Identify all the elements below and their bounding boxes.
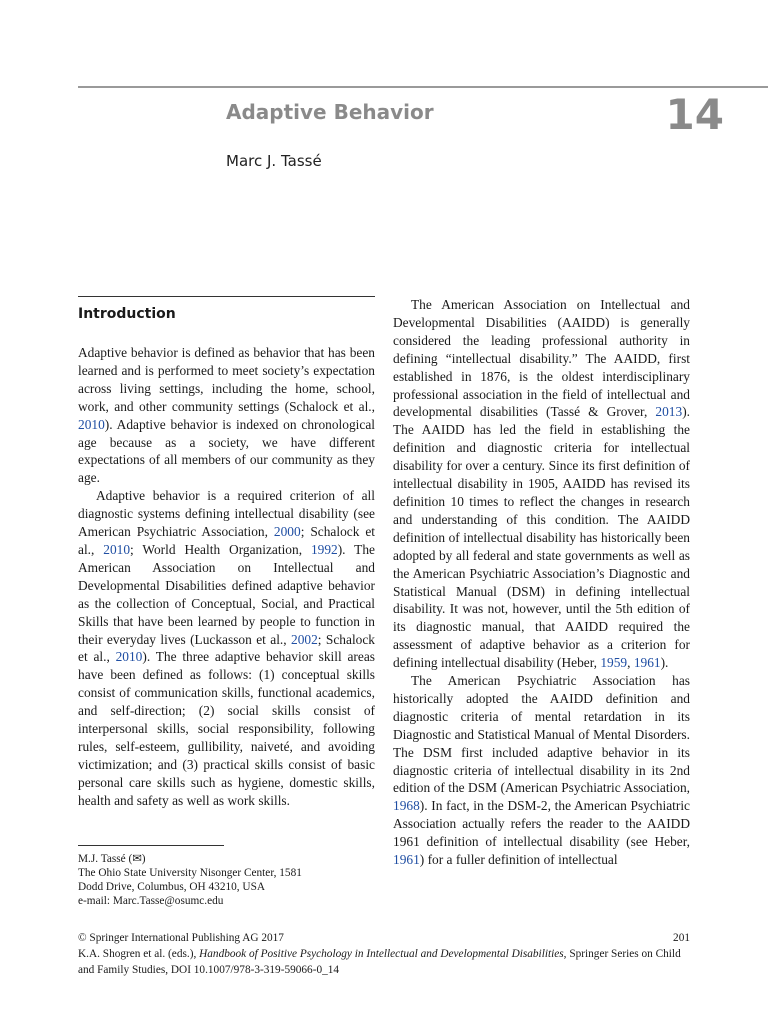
text: ). Adaptive behavior is indexed on chronological age because as a society, we have different expectations of all members of our community as they age. bbox=[78, 416, 375, 486]
text: , Springer Series on Child and Family Studies, DOI 10.1007/978-3-319-59066-0_14 bbox=[78, 948, 681, 976]
paragraph bbox=[393, 672, 690, 869]
citation-link[interactable]: 2002 bbox=[291, 631, 318, 647]
citation-link[interactable]: 2010 bbox=[103, 541, 131, 557]
text: The American Psychiatric Association has historically adopted the AAIDD definition and diagnostic criteria of mental retardation in its Diagnostic and Statistical Manual of Mental Disorders. The DSM first included adaptive behavior in its diagnostic criteria of intellectual disability in its 2nd edition of the DSM (American Psychiatric Association, bbox=[393, 673, 690, 796]
citation-link[interactable]: 2000 bbox=[273, 524, 301, 540]
text: Adaptive behavior is defined as behavior that has been learned and is performed to meet society’s expectation across living settings, including the home, school, work, and other community settings (Schalock et al., bbox=[78, 345, 375, 414]
text: ; World Health Organization, bbox=[130, 541, 311, 557]
citation-link[interactable]: 1992 bbox=[310, 541, 338, 557]
text: ). bbox=[660, 655, 669, 671]
page-footer bbox=[78, 930, 690, 978]
citation-link[interactable]: 2013 bbox=[655, 404, 683, 420]
paragraph bbox=[78, 487, 375, 809]
top-rule bbox=[78, 86, 768, 88]
author-footnote bbox=[78, 852, 375, 909]
text: ). The three adaptive behavior skill areas have been defined as follows: (1) conceptual skills consist of communication skills, functional academics, and self-direction; (2) social skills consist of interpersonal skills, social responsibility, following rules, self-esteem, gullibility, naiveté, and avoiding victimization; and (3) practical skills consist of basic personal care skills such as hygiene, domestic skills, health and safety as well as work skills. bbox=[78, 649, 375, 808]
footnote-line: The Ohio State University Nisonger Center, 1581 bbox=[78, 866, 302, 879]
text: ) for a fuller definition of intellectual bbox=[419, 852, 618, 868]
citation-link[interactable]: 1959 bbox=[600, 655, 628, 671]
paragraph bbox=[78, 344, 375, 487]
citation-link[interactable]: 1968 bbox=[393, 798, 420, 814]
text: ). The AAIDD has led the field in establishing the definition and diagnostic criteria for intellectual disability for over a century. Since its first definition of intellectual disability in 1905, AAIDD has revised its definition 10 times to reflect the changes in research and understanding of this condition. The AAIDD definition of intellectual disability has historically been adopted by all federal and state governments as well as the American Psychiatric Association’s Diagnostic and Statistical Manual (DSM) in defining intellectual disability. It was not, however, until the 5th edition of its diagnostic manual, that AAIDD required the assessment of adaptive behavior as a criterion for defining intellectual disability (Heber, bbox=[393, 404, 690, 671]
citation-link[interactable]: 1961 bbox=[393, 852, 420, 868]
author-name: Marc J. Tassé bbox=[226, 152, 322, 170]
text: ; Schalock et al., bbox=[78, 631, 375, 665]
text: Adaptive behavior is a required criterion of all diagnostic systems defining intellectual disability (see American Psychiatric Association, bbox=[78, 488, 375, 540]
paragraph bbox=[393, 296, 690, 672]
footnote-line: M.J. Tassé (✉) bbox=[78, 852, 146, 865]
citation-link[interactable]: 2010 bbox=[78, 416, 105, 432]
book-citation bbox=[78, 946, 690, 978]
text: ). In fact, in the DSM-2, the American Psychiatric Association actually refers the reader to the AAIDD 1961 definition of intellectual disability (see Heber, bbox=[393, 798, 690, 850]
footnote-email[interactable]: e-mail: Marc.Tasse@osumc.edu bbox=[78, 895, 224, 908]
citation-link[interactable]: 1961 bbox=[633, 655, 661, 671]
copyright: © Springer International Publishing AG 2017 bbox=[78, 932, 284, 944]
right-column bbox=[393, 296, 690, 869]
chapter-title: Adaptive Behavior bbox=[226, 100, 434, 124]
section-rule bbox=[78, 296, 375, 297]
text: ). The American Association on Intellectual and Developmental Disabilities defined adaptive behavior as the collection of Conceptual, Social, and Practical Skills that have been learned by people to function in their everyday lives (Luckasson et al., bbox=[78, 541, 375, 647]
text: K.A. Shogren et al. (eds.), bbox=[78, 948, 200, 960]
section-heading: Introduction bbox=[78, 306, 176, 322]
text: , bbox=[627, 655, 634, 671]
citation-link[interactable]: 2010 bbox=[115, 649, 143, 665]
text: The American Association on Intellectual and Developmental Disabilities (AAIDD) is generally considered the leading professional authority in defining “intellectual disability.” The AAIDD, first established in 1876, is the oldest interdisciplinary professional association in the field of intellectual and developmental disabilities (Tassé & Grover, bbox=[393, 297, 690, 420]
footnote-rule bbox=[78, 845, 224, 846]
book-title: Handbook of Positive Psychology in Intellectual and Developmental Disabilities bbox=[199, 948, 564, 960]
page-number: 201 bbox=[673, 932, 690, 944]
footnote-line: Dodd Drive, Columbus, OH 43210, USA bbox=[78, 880, 266, 893]
chapter-number: 14 bbox=[665, 90, 724, 139]
text: ; Schalock et al., bbox=[78, 524, 376, 557]
left-column bbox=[78, 296, 375, 908]
